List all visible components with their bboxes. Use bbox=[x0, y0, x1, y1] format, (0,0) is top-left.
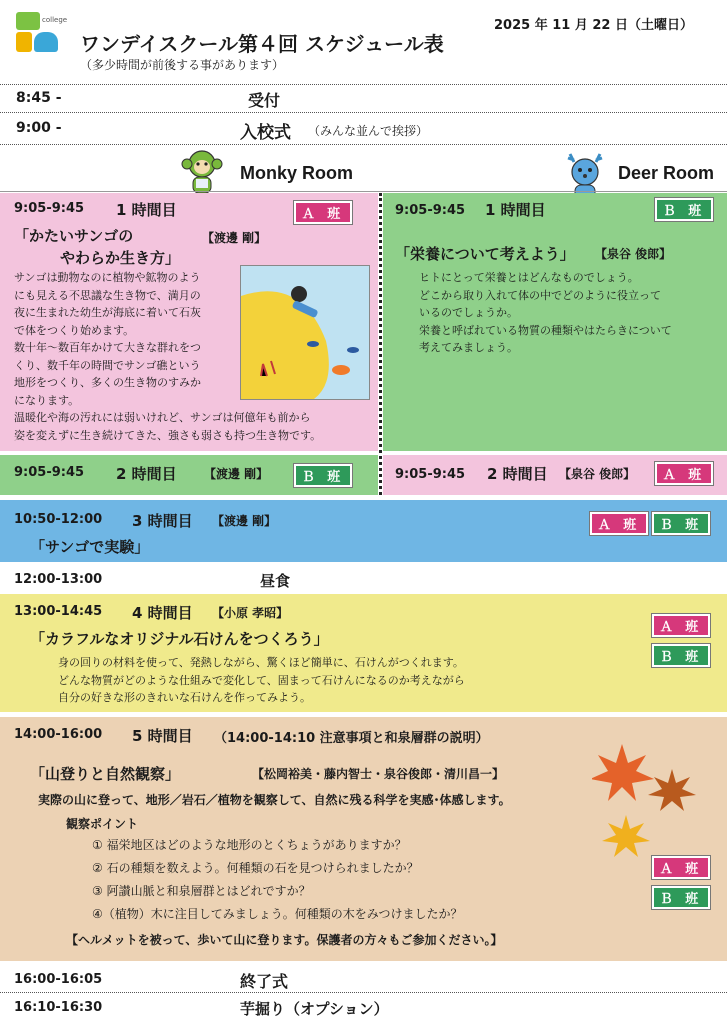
group-a-badge: Ａ 班 bbox=[590, 512, 648, 535]
list-item: ① 福栄地区はどのような地形のとくちょうがありますか？ bbox=[92, 838, 407, 852]
monky-p1-description: サンゴは動物なのに植物や鉱物のよう にも見える不思議な生き物で、満月の 夜に生まれた幼生が海底に着いて石灰 で体をつくり始めます。 数十年〜数百年かけて大きな群れをつ くり、数千年の時間でサンゴ礁という 地形をつくり、多くの生き物のすみか になります。 温暖化や海の汚れには弱いけれど、サンゴは何億年も前から 姿を変えずに生き続けてきた、強さも弱さも持つ生き物です。 bbox=[14, 271, 322, 442]
header bbox=[0, 0, 727, 80]
divider bbox=[0, 112, 727, 113]
college-logo: college bbox=[16, 12, 72, 54]
closing-row: 16:00-16:05 終了式 bbox=[14, 972, 289, 991]
observation-points-list bbox=[92, 834, 463, 926]
group-b-badge: Ｂ 班 bbox=[652, 644, 710, 667]
page-title: ワンデイスクール第４回 スケジュール表 bbox=[80, 32, 444, 56]
period5-panel: 14:00-16:00 5 時間目 （14:00-14:10 注意事項と和泉層群の説明） 「山登りと自然観察」 【松岡裕美・藤内智士・泉谷俊郎・清川昌一】 実際の山に登って、地形／岩石／植物を観察して、自然に残る科学を実感･体感します。 観察ポイント ① 福栄地区はどのような地形のとくちょうがありますか？ ② 石の種類を数えよう。何種類の石を見つけられましたか？ ③ 阿讃山脈と和泉層群とはどれですか？ ④（植物）木に注目してみましょう。何種類の木をみつけましたか？ 【ヘルメットを被って、歩いて山に登ります。保護者の方々もご参加ください。】 Ａ 班 Ｂ 班 bbox=[0, 717, 727, 961]
deer-period1-panel: 9:05-9:45 1 時間目 Ｂ 班 「栄養について考えよう」 【泉谷 俊郎】 ヒトにとって栄養とはどんなものでしょう。 どこから取り入れて体の中でどのように役立って いるのでしょうか。 栄養と呼ばれている物質の種類やはたらきについて 考えてみましょう。 bbox=[383, 193, 727, 451]
list-item: ④（植物）木に注目してみましょう。何種類の木をみつけましたか？ bbox=[92, 907, 463, 921]
event-date: 2025 年 11 月 22 日（土曜日） bbox=[494, 18, 693, 33]
page-subtitle: （多少時間が前後する事があります） bbox=[80, 58, 285, 72]
monky-period1-panel: 9:05-9:45 1 時間目 Ａ 班 「かたいサンゴの 【渡邊 剛】 やわらか生き方」 サンゴは動物なのに植物や鉱物のよう にも見える不思議な生き物で、満月の 夜に生まれた幼生が海底に着いて石灰 で体をつくり始めます。 数十年〜数百年かけて大きな群れをつ くり、数千年の時間でサンゴ礁という 地形をつくり、多くの生き物のすみか になります。 温暖化や海の汚れには弱いけれど、サンゴは何億年も前から 姿を変えずに生き続けてきた、強さも弱さも持つ生き物です。 bbox=[0, 193, 378, 451]
period4-description: 身の回りの材料を使って、発熱しながら、驚くほど簡単に、石けんがつくれます。 どんな物質がどのような仕組みで変化して、固まって石けんになるのか考えながら 自分の好きな形のきれいな石けんを作ってみよう。 bbox=[58, 656, 465, 704]
list-item: ② 石の種類を数えよう。何種類の石を見つけられましたか？ bbox=[92, 861, 419, 875]
period4-panel: 13:00-14:45 4 時間目 【小原 孝昭】 「カラフルなオリジナル石けんをつくろう」 身の回りの材料を使って、発熱しながら、驚くほど簡単に、石けんがつくれます。 どんな物質がどのような仕組みで変化して、固まって石けんになるのか考えながら 自分の好きな形のきれいな石けんを作ってみよう。 Ａ 班 Ｂ 班 bbox=[0, 594, 727, 712]
room-title-monky: Monky Room bbox=[240, 163, 354, 183]
coral-book-illustration bbox=[240, 265, 370, 400]
autumn-leaves-icon bbox=[592, 739, 702, 869]
deer-period2-panel: 9:05-9:45 2 時間目 【泉谷 俊郎】 Ａ 班 bbox=[383, 455, 727, 495]
row-opening: 9:00 - 入校式 （みんな並んで挨拶） bbox=[16, 120, 429, 143]
group-b-badge: Ｂ 班 bbox=[652, 512, 710, 535]
group-a-badge: Ａ 班 bbox=[652, 856, 710, 879]
deer-p1-description: ヒトにとって栄養とはどんなものでしょう。 どこから取り入れて体の中でどのように役立って いるのでしょうか。 栄養と呼ばれている物質の種類やはたらきについて 考えてみましょう。 bbox=[419, 271, 672, 354]
period3-panel: 10:50-12:00 3 時間目 【渡邊 剛】 「サンゴで実験」 Ａ 班 Ｂ 班 bbox=[0, 500, 727, 562]
group-b-badge: Ｂ 班 bbox=[655, 198, 713, 221]
group-a-badge: Ａ 班 bbox=[652, 614, 710, 637]
list-item: ③ 阿讃山脈と和泉層群とはどれですか？ bbox=[92, 884, 311, 898]
lunch-row: 12:00-13:00 昼食 bbox=[14, 572, 291, 590]
divider bbox=[0, 144, 727, 145]
optional-row: 16:10-16:30 芋掘り（オプション） bbox=[14, 1000, 389, 1018]
group-a-badge: Ａ 班 bbox=[294, 201, 352, 224]
room-title-deer: Deer Room bbox=[618, 163, 715, 183]
row-reception: 8:45 - 受付 bbox=[16, 90, 281, 110]
divider bbox=[0, 84, 727, 85]
group-b-badge: Ｂ 班 bbox=[294, 464, 352, 487]
group-b-badge: Ｂ 班 bbox=[652, 886, 710, 909]
room-divider bbox=[379, 193, 382, 495]
divider bbox=[0, 992, 727, 993]
monky-period2-panel: 9:05-9:45 2 時間目 【渡邊 剛】 Ｂ 班 bbox=[0, 455, 378, 495]
group-a-badge: Ａ 班 bbox=[655, 462, 713, 485]
